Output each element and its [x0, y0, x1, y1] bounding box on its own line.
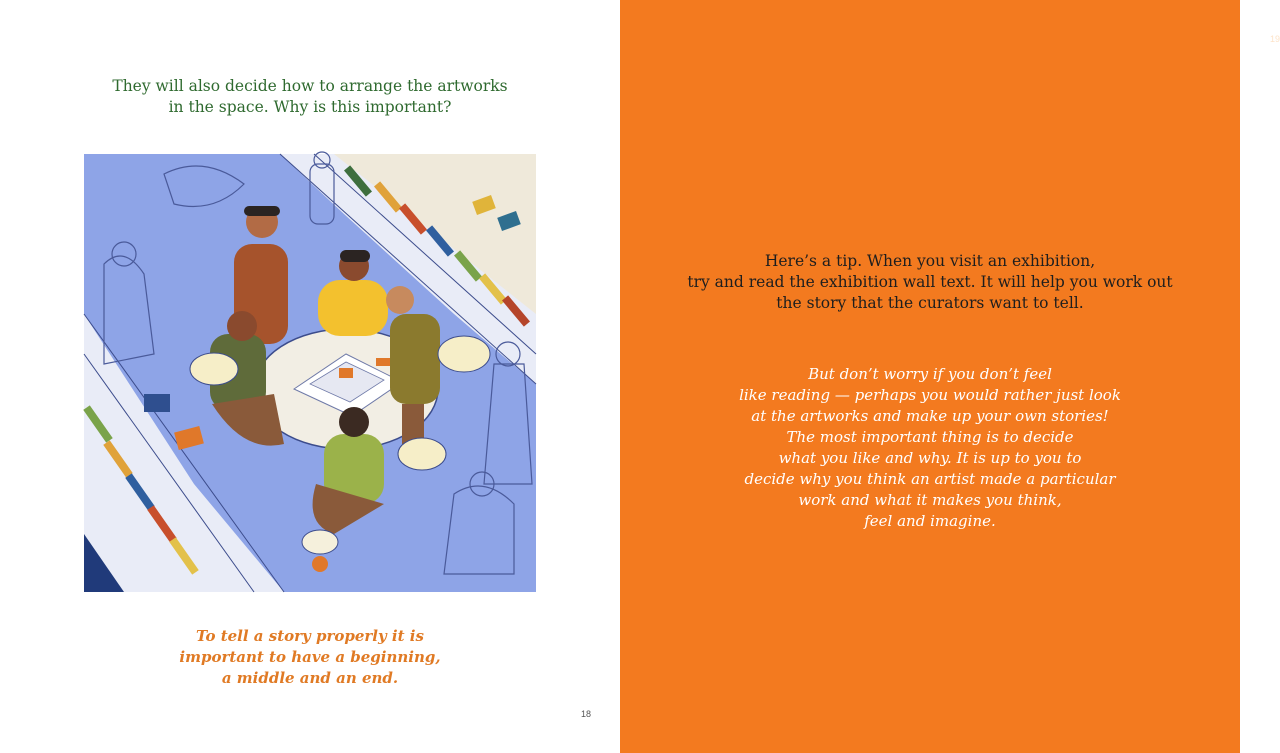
- right-page: [620, 0, 1280, 753]
- left-heading-line: in the space. Why is this important?: [168, 98, 452, 116]
- curators-illustration: [84, 154, 536, 592]
- worry-line: at the artworks and make up your own stories!: [751, 407, 1109, 425]
- tip-line: try and read the exhibition wall text. It will help you work out: [687, 273, 1173, 291]
- worry-line: work and what it makes you think,: [798, 491, 1062, 509]
- left-caption-line: important to have a beginning,: [179, 648, 441, 666]
- worry-line: feel and imagine.: [864, 512, 996, 530]
- worry-line: like reading — perhaps you would rather just look: [739, 386, 1121, 404]
- curators-illustration-art: [84, 154, 536, 592]
- tip-line: the story that the curators want to tell.: [776, 294, 1084, 312]
- left-heading: [40, 76, 580, 118]
- tip-line: Here’s a tip. When you visit an exhibition,: [764, 252, 1096, 270]
- left-heading-line: They will also decide how to arrange the artworks: [112, 77, 508, 95]
- right-page-number: 19: [1270, 34, 1280, 44]
- worry-line: The most important thing is to decide: [786, 428, 1074, 446]
- left-page-number: 18: [581, 709, 592, 719]
- left-caption-line: a middle and an end.: [221, 669, 399, 687]
- tip-paragraph: [620, 251, 1240, 314]
- worry-paragraph: [620, 364, 1240, 532]
- left-page: [0, 0, 620, 753]
- worry-line: what you like and why. It is up to you to: [778, 449, 1082, 467]
- left-caption: [40, 626, 580, 689]
- left-caption-line: To tell a story properly it is: [196, 627, 424, 645]
- worry-line: But don’t worry if you don’t feel: [808, 365, 1052, 383]
- worry-line: decide why you think an artist made a particular: [744, 470, 1116, 488]
